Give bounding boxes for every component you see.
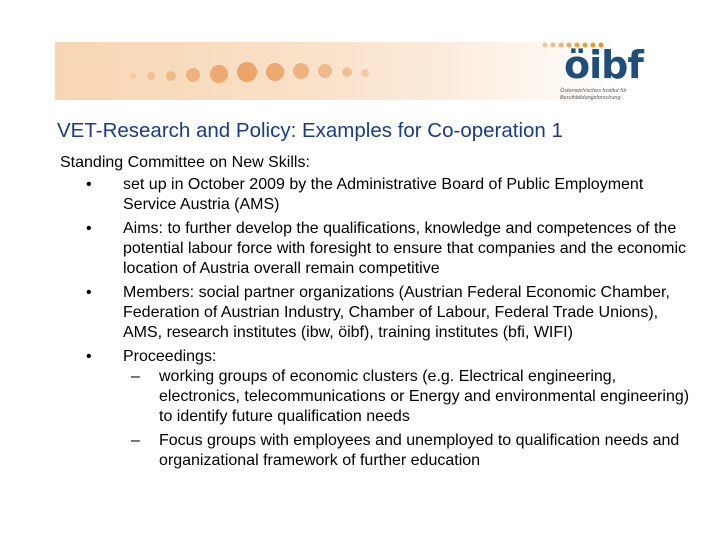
slide-body xyxy=(60,153,700,475)
bullet-marker: • xyxy=(86,176,92,193)
slide-title: VET-Research and Policy: Examples for Co-operation 1 xyxy=(57,119,563,142)
sub-bullet-text: working groups of economic clusters (e.g. Electrical engineering, electronics, telecommunications or Energy and environmental engineering) to identify future qualification needs xyxy=(159,368,690,425)
bullet-text: Proceedings: xyxy=(123,348,217,365)
bullet-item xyxy=(60,347,700,471)
sub-bullet-marker: – xyxy=(131,368,140,385)
bullet-item xyxy=(60,175,700,215)
bullet-list xyxy=(60,175,700,471)
intro-text: Standing Committee on New Skills: xyxy=(60,154,310,171)
sub-bullet-list xyxy=(123,367,700,471)
bullet-marker: • xyxy=(86,348,92,365)
sub-bullet-item xyxy=(123,431,700,471)
sub-bullet-item xyxy=(123,367,700,427)
bullet-marker: • xyxy=(86,220,92,237)
bullet-text: Members: social partner organizations (Austrian Federal Economic Chamber, Federation of Austrian Industry, Chamber of Labour, Federal Trade Unions), AMS, research institutes (ibw, öibf), training institutes (bfi, WIFI) xyxy=(123,284,670,341)
bullet-text: set up in October 2009 by the Administrative Board of Public Employment Service Austria (AMS) xyxy=(123,176,644,213)
bullet-item xyxy=(60,283,700,343)
sub-bullet-marker: – xyxy=(131,432,140,449)
bullet-text: Aims: to further develop the qualifications, knowledge and competences of the potential labour force with foresight to ensure that companies and the economic location of Austria overall remain competitive xyxy=(123,220,686,277)
bullet-item xyxy=(60,219,700,279)
logo-subtitle: Österreichisches Institut für Berufsbildungsforschung xyxy=(560,88,627,101)
sub-bullet-text: Focus groups with employees and unemployed to qualification needs and organizational framework of further education xyxy=(159,432,680,469)
oibf-logo xyxy=(540,40,680,102)
logo-wordmark: öibf xyxy=(564,43,643,87)
bullet-marker: • xyxy=(86,284,92,301)
